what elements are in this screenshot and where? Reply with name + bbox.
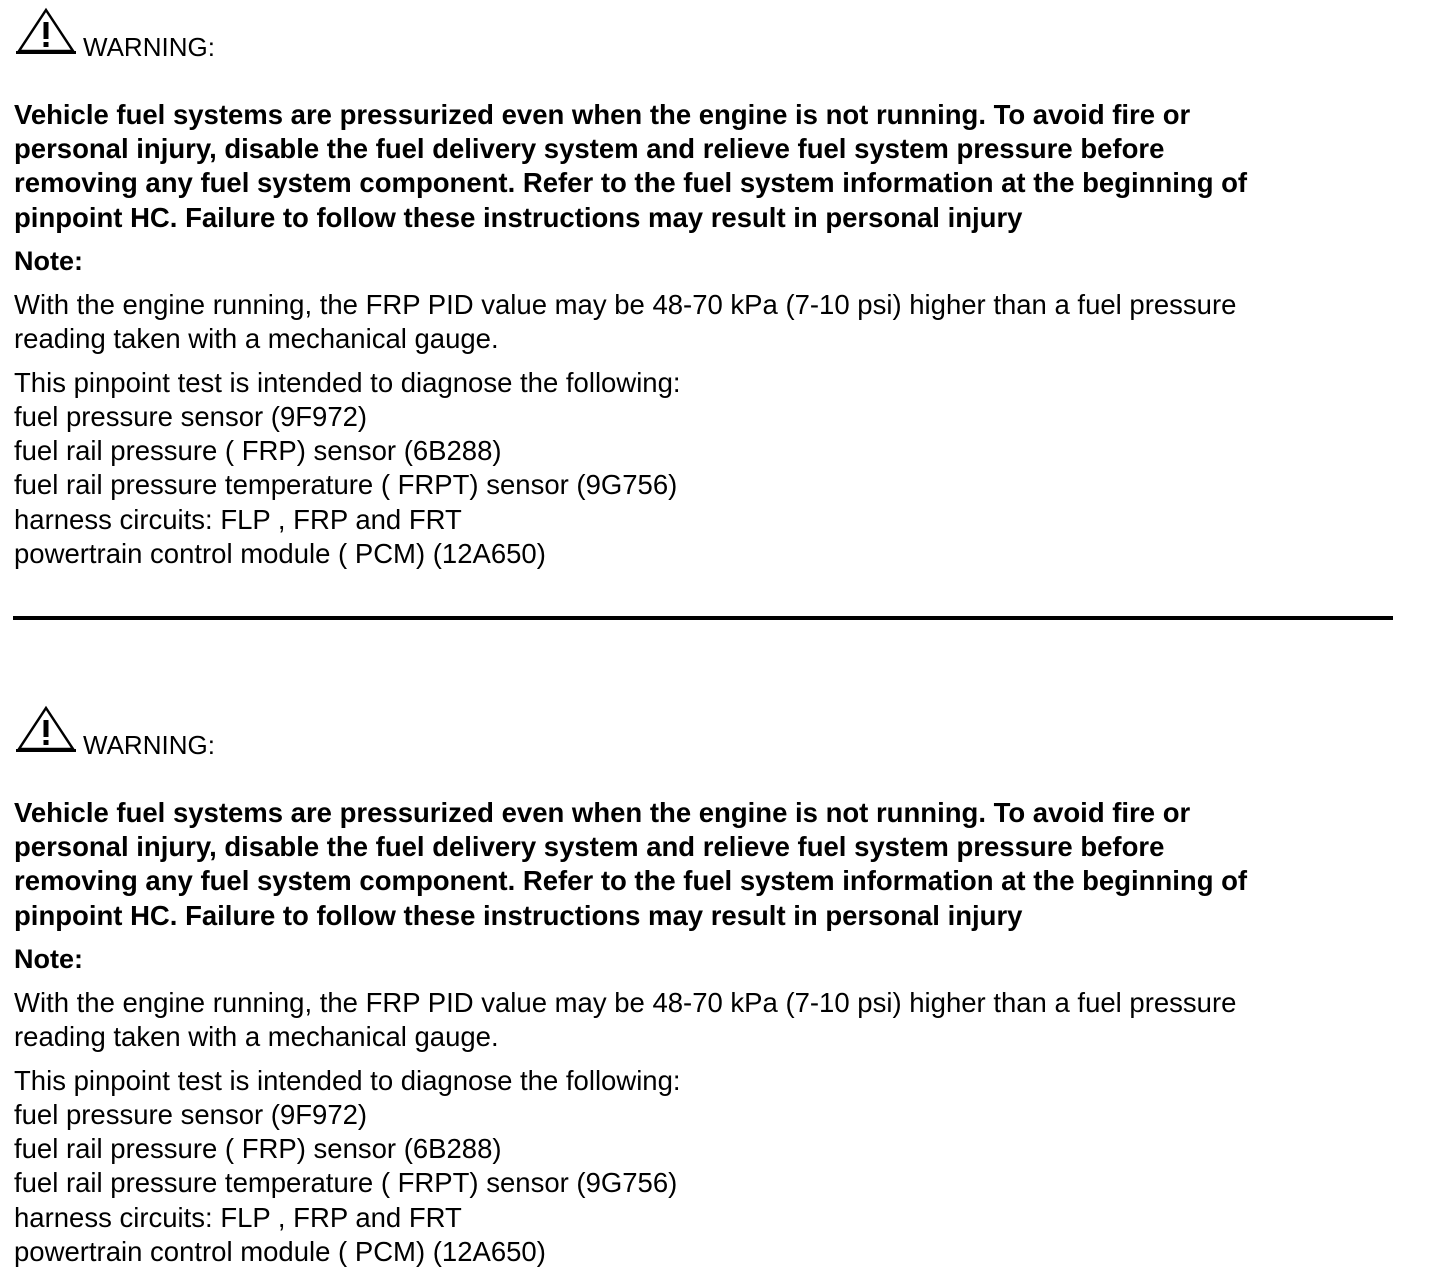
warning-label: WARNING: xyxy=(83,32,215,62)
warning-section-1 xyxy=(14,4,1414,571)
note-line: reading taken with a mechanical gauge. xyxy=(14,322,499,354)
warning-line: pinpoint HC. Failure to follow these instructions may result in personal injury xyxy=(14,201,1023,233)
warning-line: removing any fuel system component. Refer to the fuel system information at the beginning of xyxy=(14,167,1248,199)
note-text xyxy=(14,986,1414,1054)
warning-header xyxy=(14,702,1414,762)
warning-line: Vehicle fuel systems are pressurized even when the engine is not running. To avoid fire or xyxy=(14,99,1191,130)
diagnose-item: fuel rail pressure ( FRP) sensor (6B288) xyxy=(14,435,502,467)
warning-line: Vehicle fuel systems are pressurized even when the engine is not running. To avoid fire or xyxy=(14,797,1191,828)
warning-text xyxy=(14,98,1414,235)
diagnose-item: fuel rail pressure temperature ( FRPT) sensor (9G756) xyxy=(14,469,678,501)
section-divider xyxy=(13,616,1393,620)
diagnose-intro: This pinpoint test is intended to diagnose the following: xyxy=(14,1064,681,1096)
warning-line: removing any fuel system component. Refer to the fuel system information at the beginning of xyxy=(14,865,1248,897)
diagnose-item: fuel pressure sensor (9F972) xyxy=(14,1099,368,1131)
warning-line: pinpoint HC. Failure to follow these instructions may result in personal injury xyxy=(14,899,1023,931)
diagnose-item: fuel rail pressure temperature ( FRPT) sensor (9G756) xyxy=(14,1167,678,1199)
diagnose-item: powertrain control module ( PCM) (12A650) xyxy=(14,1235,546,1267)
warning-line: personal injury, disable the fuel delivery system and relieve fuel system pressure before xyxy=(14,133,1165,165)
diagnose-item: harness circuits: FLP , FRP and FRT xyxy=(14,503,462,535)
warning-line: personal injury, disable the fuel delivery system and relieve fuel system pressure before xyxy=(14,831,1165,863)
diagnose-list xyxy=(14,366,1414,571)
diagnose-item: fuel rail pressure ( FRP) sensor (6B288) xyxy=(14,1133,502,1165)
diagnose-intro: This pinpoint test is intended to diagnose the following: xyxy=(14,366,681,398)
warning-triangle-icon xyxy=(16,704,76,754)
note-label: Note: xyxy=(14,943,83,974)
diagnose-item: harness circuits: FLP , FRP and FRT xyxy=(14,1201,462,1233)
note-text xyxy=(14,288,1414,356)
note-line: reading taken with a mechanical gauge. xyxy=(14,1020,499,1052)
diagnose-item: fuel pressure sensor (9F972) xyxy=(14,401,368,433)
warning-section-2 xyxy=(14,702,1414,1269)
diagnose-list xyxy=(14,1064,1414,1269)
warning-text xyxy=(14,796,1414,933)
diagnose-item: powertrain control module ( PCM) (12A650) xyxy=(14,537,546,569)
note-line: With the engine running, the FRP PID value may be 48-70 kPa (7-10 psi) higher than a fuel pressure xyxy=(14,986,1237,1018)
note-label: Note: xyxy=(14,245,83,276)
note-line: With the engine running, the FRP PID value may be 48-70 kPa (7-10 psi) higher than a fuel pressure xyxy=(14,288,1237,320)
warning-label: WARNING: xyxy=(83,730,215,760)
warning-triangle-icon xyxy=(16,6,76,56)
warning-header xyxy=(14,4,1414,64)
